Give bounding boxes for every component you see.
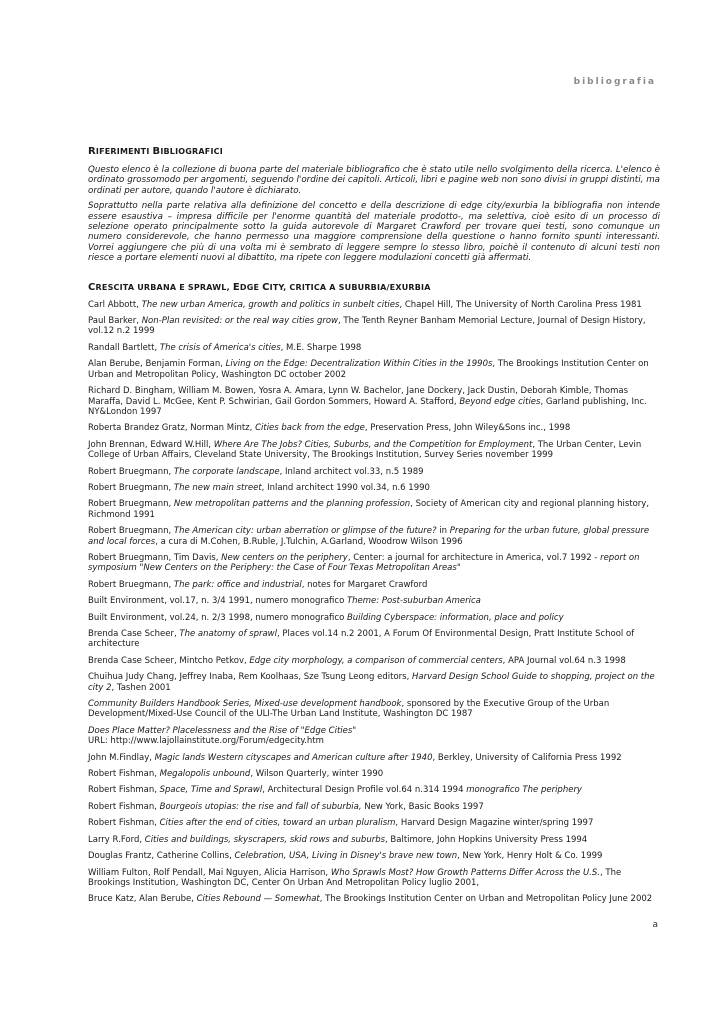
bibliography-entry (88, 868, 660, 889)
entry-title: Megalopolis unbound (159, 769, 251, 780)
page-content (88, 146, 660, 911)
entry-title: The corporate landscape (173, 466, 280, 477)
bibliography-entry (88, 835, 660, 845)
entry-text: Brenda Case Scheer, (88, 629, 180, 639)
bibliography-entry (88, 316, 660, 337)
title-initial: C (88, 281, 96, 293)
title-initial: B (152, 146, 161, 157)
bibliography-entry (88, 386, 660, 417)
entry-text: Carl Abbott, (88, 299, 142, 310)
bibliography-entry (88, 613, 660, 623)
entry-title: Celebration, USA, Living in Disney's brave new town (234, 851, 458, 862)
bibliography-entry (88, 769, 660, 779)
entry-title: Cities Rebound — Somewhat (196, 894, 320, 905)
title-initial: R (88, 146, 96, 157)
section-title-crescita (88, 282, 660, 293)
running-head: bibliografia (573, 77, 656, 87)
entry-text: , Chapel Hill, The University of North Carolina Press 1981 (399, 299, 642, 310)
bibliography-entry (88, 802, 660, 812)
entry-text: , Baltimore, John Hopkins University Press 1994 (385, 834, 588, 845)
entry-text: , Center: a journal for architecture in America, vol.7 1992 - (347, 552, 601, 563)
entry-title: Harvard Design School Guide to shopping, project on the city 2 (88, 672, 655, 693)
entry-title: Space, Time and Sprawl (159, 785, 263, 796)
entry-text: , a cura di M.Cohen, B.Ruble, J.Tulchin, A.Garland, Woodrow Wilson 1996 (155, 536, 463, 547)
title-text: RESCITA URBANA E SPRAWL, (95, 282, 233, 292)
entry-text: , Inland architect 1990 vol.34, n.6 1990 (261, 482, 430, 493)
entry-text: Bruce Katz, Alan Berube, (88, 894, 197, 905)
title-text: DGE (239, 282, 263, 292)
entry-text: Larry R.Ford, (88, 834, 145, 845)
entry-title: Cities after the end of cities, toward an urban pluralism (159, 818, 396, 829)
bibliography-entry (88, 818, 660, 828)
bibliography-entry (88, 726, 660, 747)
entry-text: , The Urban Center, Levin College of Urban Affairs, Cleveland State University, The Brookings Institution, Survey Series november 1999 (88, 439, 642, 461)
entry-title: Beyond edge cities (459, 396, 541, 407)
entry-title: Living on the Edge: Decentralization Within Cities in the 1990s (225, 359, 493, 370)
entry-text: William Fulton, Rolf Pendall, Mai Nguyen, Alicia Harrison, (88, 867, 331, 878)
entry-title: Who Sprawls Most? How Growth Patterns Differ Across the U.S. (330, 867, 600, 878)
entry-title: Community Builders Handbook Series, Mixed-use development handbook (88, 699, 402, 710)
entry-text: , Inland architect vol.33, n.5 1989 (279, 466, 424, 477)
entry-text: , M.E. Sharpe 1998 (280, 342, 362, 353)
entry-title: The anatomy of sprawl (179, 629, 277, 639)
entry-title: Non-Plan revisited: or the real way cities grow (141, 316, 338, 327)
entry-text: , The Brookings Institution Center on Urban and Metropolitan Policy, Washington DC october 2002 (88, 359, 649, 380)
entry-text: Douglas Frantz, Catherine Collins, (88, 851, 235, 862)
entry-text: Robert Fishman, (88, 785, 160, 796)
entry-text: John M.Findlay, (88, 752, 155, 763)
entry-text: , New York, Henry Holt & Co. 1999 (457, 851, 603, 862)
entry-text: , The Brookings Institution, Washington DC, Center On Urban And Metropolitan Policy luglio 2001, (88, 867, 622, 888)
entry-title: Cities back from the edge (255, 423, 365, 434)
entry-title: Does Place Matter? Placelessness and the Rise of "Edge Cities" (88, 725, 357, 736)
entry-text: , The Tenth Reyner Banham Memorial Lecture, Journal of Design History, vol.12 n.2 1999 (88, 316, 646, 337)
entry-title: The park: office and industrial (173, 579, 302, 590)
intro-paragraph: Soprattutto nella parte relativa alla definizione del concetto e della descrizione di edge city/exurbia la bibliografia non intende essere esaustiva – impresa difficile per l'enorme quantità del materiale prodotto-, ma selettiva, cioè esito di un processo di selezione operato principalmente sotto la guida autorevole di Margaret Crawford per trovare quei testi, sono comunque un numero considerevole, che hanno permesso una maggiore comprensione della questione o hanno fornito spunti interessanti. Vorrei aggiungere che più di una volta mi è sembrato di leggere sempre lo stesso libro, poichè il contenuto di alcuni testi non riesce a portare elementi nuovi al dibattito, ma ripete con leggere modulazioni concetti già affermati. (88, 201, 660, 264)
entry-text: Paul Barker, (88, 316, 142, 327)
bibliography-entry (88, 629, 660, 650)
bibliography-entry (88, 423, 660, 433)
entry-text: in (436, 526, 450, 537)
bibliography-list (88, 300, 660, 905)
entry-title: Preparing for the urban future, global pressure and local forces (88, 526, 650, 547)
bibliography-entry (88, 596, 660, 606)
bibliography-entry (88, 699, 660, 720)
entry-text: Robert Bruegmann, (88, 466, 174, 477)
entry-text: , Berkley, University of California Press 1992 (432, 752, 622, 763)
entry-text: Robert Fishman, (88, 769, 160, 780)
intro-text (88, 165, 660, 264)
entry-text: , notes for Margaret Crawford (301, 579, 428, 590)
entry-text: Built Environment, vol.24, n. 2/3 1998, numero monografico (88, 612, 347, 623)
entry-text: , Tashen 2001 (111, 682, 171, 693)
title-text: ITY, CRITICA A SUBURBIA/EXURBIA (269, 282, 431, 292)
bibliography-entry (88, 672, 660, 693)
entry-text: , Garland publishing, Inc. NY&London 1997 (88, 396, 647, 417)
entry-url[interactable]: URL: http://www.lajollainstitute.org/Forum/edgecity.htm (88, 736, 324, 747)
entry-text: Robert Fishman, (88, 801, 160, 812)
entry-text: , Harvard Design Magazine winter/spring 1997 (395, 818, 594, 829)
bibliography-entry (88, 499, 660, 520)
bibliography-entry (88, 526, 660, 547)
section-title-riferimenti (88, 146, 660, 157)
entry-text: Robert Bruegmann, (88, 482, 174, 493)
entry-title: Edge city morphology, a comparison of commercial centers (249, 655, 503, 666)
entry-text: , Places vol.14 n.2 2001, A Forum Of Environmental Design, Pratt Institute School of architecture (88, 629, 635, 650)
bibliography-entry (88, 483, 660, 493)
entry-title: The new urban America, growth and politics in sunbelt cities (141, 299, 400, 310)
title-initial: E (232, 281, 240, 293)
entry-text: , Preservation Press, John Wiley&Sons inc., 1998 (364, 423, 571, 434)
entry-title: monografico The periphery (466, 785, 582, 796)
entry-title: Building Cyberspace: information, place and policy (346, 612, 564, 623)
bibliography-entry (88, 753, 660, 763)
entry-text: Chuihua Judy Chang, Jeffrey Inaba, Rem Koolhaas, Sze Tsung Leong editors, (88, 672, 412, 683)
entry-title: The American city: urban aberration or glimpse of the future? (173, 526, 437, 537)
entry-title: New metropolitan patterns and the planning profession (173, 499, 411, 510)
entry-text: Randall Bartlett, (88, 342, 160, 353)
entry-text: , sponsored by the Executive Group of the Urban Development/Mixed-Use Council of the ULI-The Urban Land Institute, Washington DC 1987 (88, 699, 610, 720)
entry-title: Bourgeois utopias: the rise and fall of suburbia, (159, 801, 362, 812)
title-text: IFERIMENTI (95, 147, 153, 156)
bibliography-entry (88, 851, 660, 861)
entry-text: , Society of American city and regional planning history, Richmond 1991 (88, 499, 650, 520)
bibliography-entry (88, 553, 660, 574)
entry-title: The new main street (173, 482, 262, 493)
entry-text: Richard D. Bingham, William M. Bowen, Yosra A. Amara, Lynn W. Bachelor, Jane Dockery, Jack Dustin, Deborah Kimble, Thomas Maraffa, David L. McGee, Kent P. Schwirian, Gail Gordon Sommers, Howard A. Stafford, (88, 386, 628, 407)
bibliography-entry (88, 440, 660, 461)
entry-text: , APA Journal vol.64 n.3 1998 (502, 655, 626, 666)
bibliography-entry (88, 300, 660, 310)
entry-text: Robert Bruegmann, (88, 499, 174, 510)
bibliography-entry (88, 343, 660, 353)
entry-text: Robert Bruegmann, Tim Davis, (88, 552, 222, 563)
entry-text: , Architectural Design Profile vol.64 n.314 1994 (262, 785, 467, 796)
entry-text: , The Brookings Institution Center on Urban and Metropolitan Policy June 2002 (319, 894, 653, 905)
entry-title: Magic lands Western cityscapes and American culture after 1940 (154, 752, 433, 763)
entry-text: Alan Berube, Benjamin Forman, (88, 359, 226, 370)
entry-text: Robert Fishman, (88, 818, 160, 829)
title-text: IBLIOGRAFICI (160, 147, 223, 156)
entry-title: Theme: Post-suburban America (346, 596, 481, 607)
entry-text: Brenda Case Scheer, Mintcho Petkov, (88, 655, 250, 666)
entry-title: New centers on the periphery (221, 552, 348, 563)
bibliography-entry (88, 656, 660, 666)
intro-paragraph: Questo elenco è la collezione di buona parte del materiale bibliografico che è stato utile nello svolgimento della ricerca. L'elenco è ordinato grossomodo per argomenti, seguendo l'ordine dei capitoli. Articoli, libri e pagine web non sono divisi in gruppi distinti, ma ordinati per autore, quando l'autore è dichiarato. (88, 165, 660, 196)
entry-text: New York, Basic Books 1997 (361, 801, 484, 812)
bibliography-entry (88, 467, 660, 477)
entry-title: The crisis of America's cities (159, 342, 281, 353)
bibliography-entry (88, 359, 660, 380)
entry-title: Cities and buildings, skyscrapers, skid rows and suburbs (144, 834, 386, 845)
bibliography-entry (88, 785, 660, 795)
bibliography-entry (88, 894, 660, 904)
entry-text: Built Environment, vol.17, n. 3/4 1991, numero monografico (88, 596, 347, 607)
page-number: a (652, 920, 658, 930)
entry-text: Robert Bruegmann, (88, 579, 174, 590)
title-initial: C (262, 281, 270, 293)
entry-text: John Brennan, Edward W.Hill, (88, 439, 214, 450)
entry-title: report on symposium "New Centers on the Periphery: the Case of Four Texas Metropolitan Areas" (88, 552, 640, 574)
entry-text: Robert Bruegmann, (88, 526, 174, 537)
entry-text: , Wilson Quarterly, winter 1990 (250, 769, 384, 780)
entry-title: Where Are The Jobs? Cities, Suburbs, and the Competition for Employment (213, 439, 533, 450)
entry-text: Roberta Brandez Gratz, Norman Mintz, (88, 423, 256, 434)
bibliography-entry (88, 580, 660, 590)
